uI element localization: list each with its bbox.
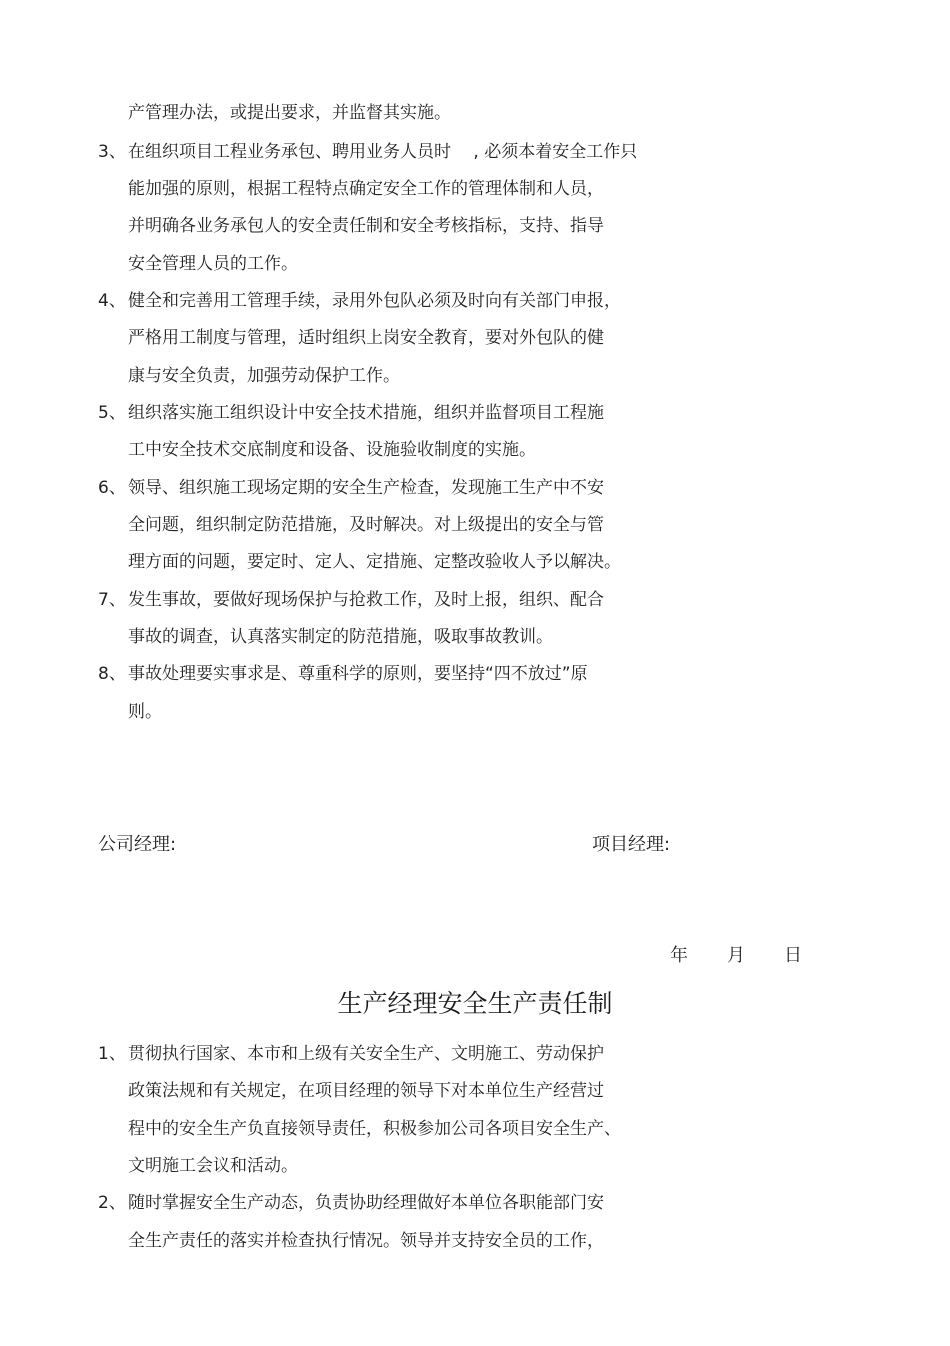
item-number: 3、: [98, 142, 126, 162]
item-text-line: 事故处理要实事求是、尊重科学的原则，要坚持“四不放过”原: [128, 664, 588, 684]
item-text-line: 理方面的问题，要定时、定人、定措施、定整改验收人予以解决。: [128, 552, 621, 572]
item-number: 5、: [98, 403, 126, 423]
item-number: 7、: [98, 590, 126, 610]
item-text-line: 并明确各业务承包人的安全责任制和安全考核指标，支持、指导: [128, 216, 604, 236]
project-manager-signature-label: 项目经理:: [592, 834, 671, 855]
item-text-line: 领导、组织施工现场定期的安全生产检查，发现施工生产中不安: [128, 478, 604, 498]
item-text-line: 贯彻执行国家、本市和上级有关安全生产、文明施工、劳动保护: [128, 1044, 604, 1064]
section-title: 生产经理安全生产责任制: [337, 989, 613, 1018]
item-text-line: 安全管理人员的工作。: [128, 254, 298, 274]
item-number: 1、: [98, 1044, 126, 1064]
item-text-line: 健全和完善用工管理手续，录用外包队必须及时向有关部门申报，: [128, 291, 621, 311]
company-manager-signature-label: 公司经理:: [98, 834, 177, 855]
item-number: 6、: [98, 478, 126, 498]
item-number: 4、: [98, 291, 126, 311]
date-month-label: 月: [727, 945, 745, 966]
item-text-line: 则。: [128, 702, 162, 722]
item-text-line: 能加强的原则，根据工程特点确定安全工作的管理体制和人员，: [128, 179, 604, 199]
item-text-line: 在组织项目工程业务承包、聘用业务人员时 , 必须本着安全工作只: [128, 142, 638, 162]
item-text-line: 程中的安全生产负直接领导责任，积极参加公司各项目安全生产、: [128, 1119, 621, 1139]
item-text-line: 政策法规和有关规定，在项目经理的领导下对本单位生产经营过: [128, 1081, 604, 1101]
item-text-line: 文明施工会议和活动。: [128, 1156, 298, 1176]
item-number: 8、: [98, 664, 126, 684]
date-day-label: 日: [784, 945, 802, 966]
item-number: 2、: [98, 1193, 126, 1213]
item-text-line: 康与安全负责，加强劳动保护工作。: [128, 366, 400, 386]
item-text-line: 随时掌握安全生产动态，负责协助经理做好本单位各职能部门安: [128, 1193, 604, 1213]
item-text-line: 工中安全技术交底制度和设备、设施验收制度的实施。: [128, 440, 536, 460]
item-text-line: 发生事故，要做好现场保护与抢救工作，及时上报，组织、配合: [128, 590, 604, 610]
continuation-line: 产管理办法，或提出要求，并监督其实施。: [128, 103, 451, 123]
item-text-line: 全生产责任的落实并检查执行情况。领导并支持安全员的工作，: [128, 1231, 604, 1251]
date-year-label: 年: [670, 945, 688, 966]
item-text-line: 严格用工制度与管理，适时组织上岗安全教育，要对外包队的健: [128, 328, 604, 348]
item-text-line: 组织落实施工组织设计中安全技术措施，组织并监督项目工程施: [128, 403, 604, 423]
item-text-line: 事故的调查，认真落实制定的防范措施，吸取事故教训。: [128, 627, 553, 647]
item-text-line: 全问题，组织制定防范措施，及时解决。对上级提出的安全与管: [128, 515, 604, 535]
